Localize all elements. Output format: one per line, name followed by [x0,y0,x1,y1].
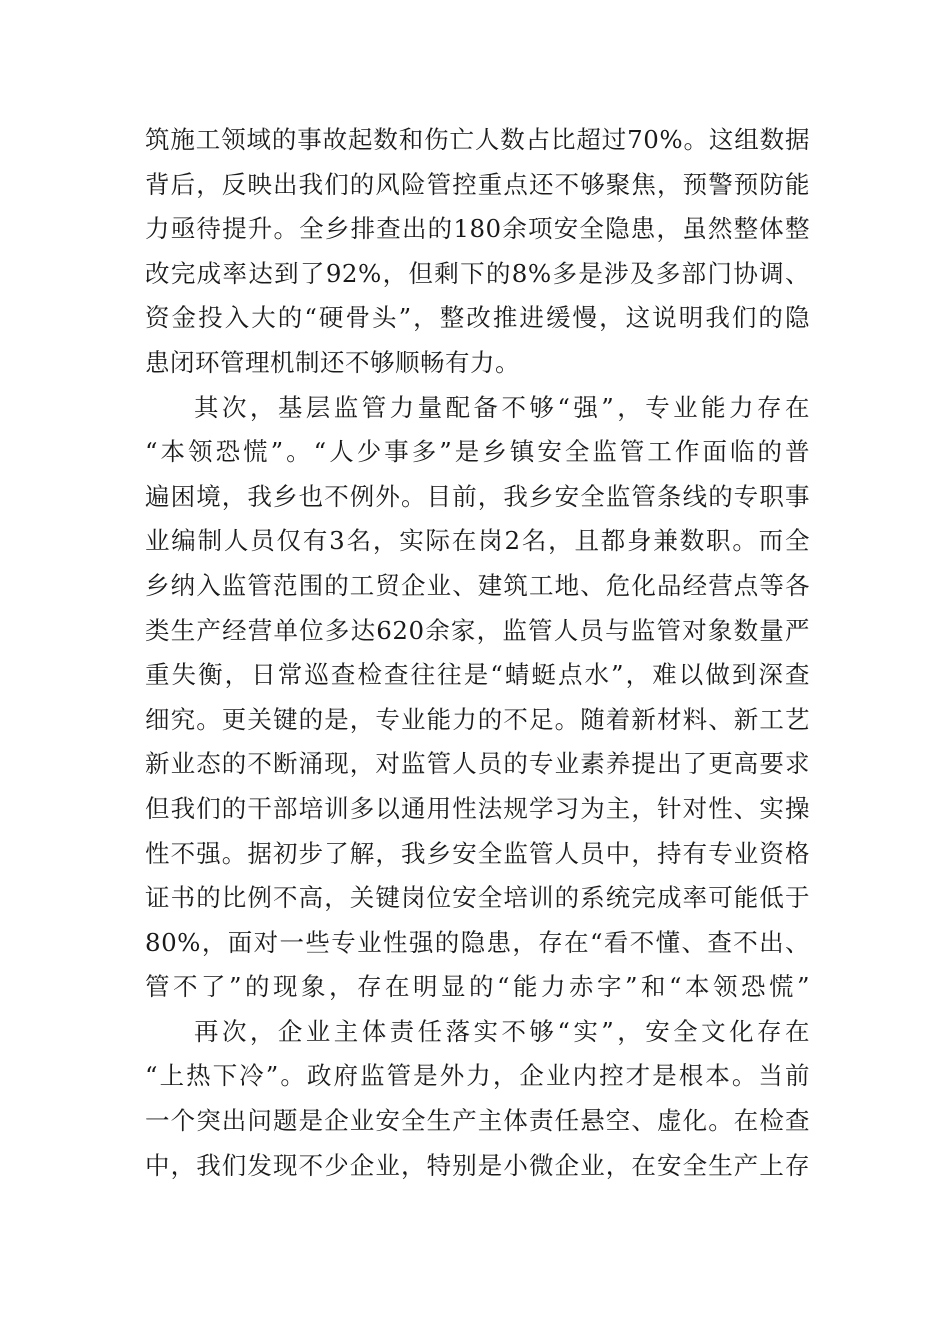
paragraph-risk-control [145,118,810,386]
text-line: “上热下冷”。政府监管是外力，企业内控才是根本。当前 [145,1061,810,1091]
text-line: 中，我们发现不少企业，特别是小微企业，在安全生产上存 [145,1150,810,1180]
text-line: 改完成率达到了92%，但剩下的8%多是涉及多部门协调、 [145,258,810,288]
text-line: 力亟待提升。全乡排查出的180余项安全隐患，虽然整体整 [145,214,810,244]
text-line: 再次，企业主体责任落实不够“实”，安全文化存在 [194,1016,810,1046]
text-line: 细究。更关键的是，专业能力的不足。随着新材料、新工艺 [145,704,810,734]
text-line: 筑施工领域的事故起数和伤亡人数占比超过70%。这组数据 [145,125,810,154]
text-line: 管不了”的现象，存在明显的“能力赤字”和“本领恐慌” [145,972,810,1002]
text-line: 类生产经营单位多达620余家，监管人员与监管对象数量严 [145,615,810,645]
text-line: 背后，反映出我们的风险管控重点还不够聚焦，预警预防能 [145,169,810,199]
text-line: 性不强。据初步了解，我乡安全监管人员中，持有专业资格 [145,838,810,868]
text-line: “本领恐慌”。“人少事多”是乡镇安全监管工作面临的普 [145,437,810,467]
text-line: 患闭环管理机制还不够顺畅有力。 [145,347,520,377]
text-line: 乡纳入监管范围的工贸企业、建筑工地、危化品经营点等各 [145,570,810,600]
text-line: 但我们的干部培训多以通用性法规学习为主，针对性、实操 [145,793,810,823]
paragraph-enterprise-responsibility [145,1010,810,1188]
text-line: 业编制人员仅有3名，实际在岗2名，且都身兼数职。而全 [145,526,810,556]
text-line: 遍困境，我乡也不例外。目前，我乡安全监管条线的专职事 [145,481,810,511]
text-line: 资金投入大的“硬骨头”，整改推进缓慢，这说明我们的隐 [145,303,810,333]
text-line: 其次，基层监管力量配备不够“强”，专业能力存在 [194,392,810,422]
text-line: 80%，面对一些专业性强的隐患，存在“看不懂、查不出、 [145,927,810,957]
text-line: 重失衡，日常巡查检查往往是“蜻蜓点水”，难以做到深查 [145,660,810,690]
text-line: 新业态的不断涌现，对监管人员的专业素养提出了更高要求 [145,749,810,779]
text-line: 证书的比例不高，关键岗位安全培训的系统完成率可能低于 [145,883,810,913]
paragraph-supervision-capacity [145,386,810,1010]
document-body [145,118,810,1188]
text-line: 一个突出问题是企业安全生产主体责任悬空、虚化。在检查 [145,1106,810,1136]
